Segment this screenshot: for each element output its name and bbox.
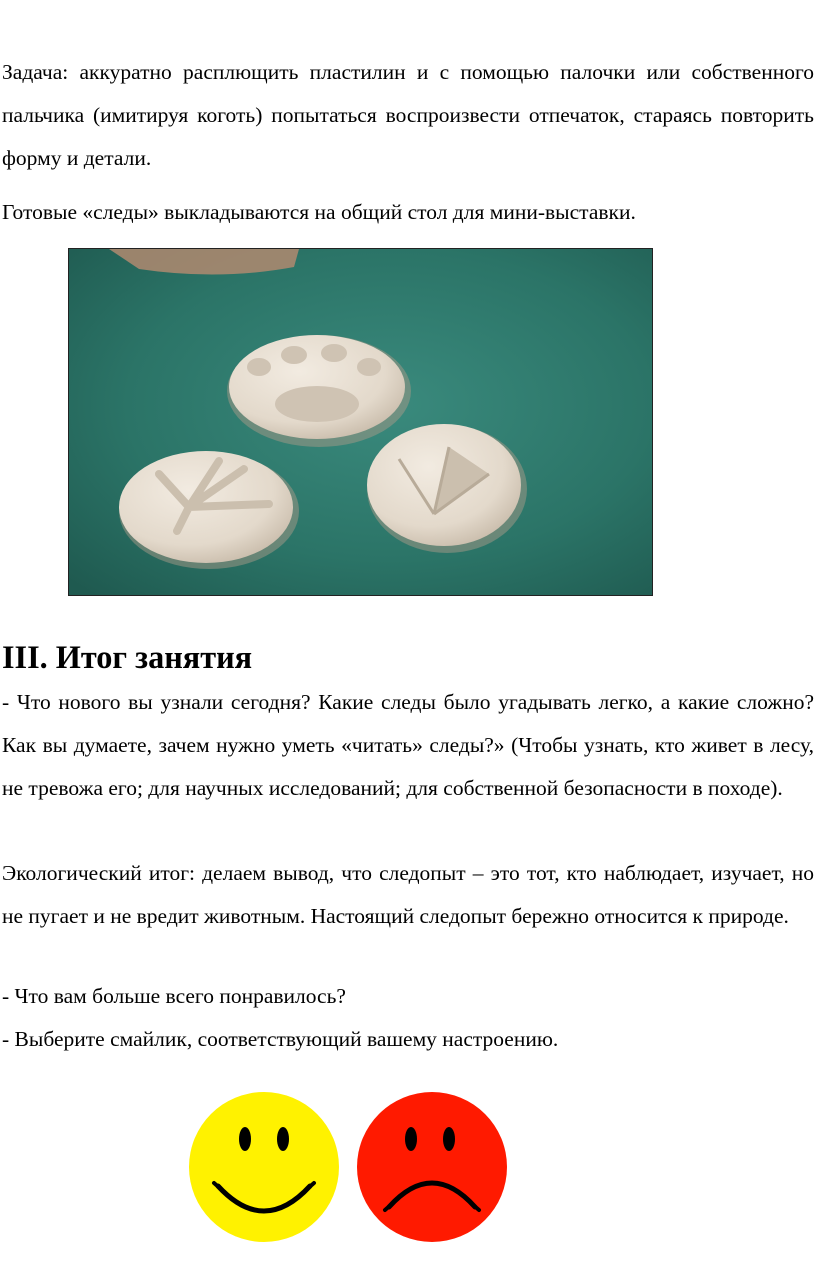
eco-conclusion-paragraph: Экологический итог: делаем вывод, что следопыт – это тот, кто наблюдает, изучает, но не пугает и не вредит животным. Настоящий следопыт бережно относится к природе. [2,861,814,928]
task-paragraph: Задача: аккуратно расплющить пластилин и с помощью палочки или собственного пальчика (имитируя коготь) попытаться воспроизвести отпечаток, стараясь повторить форму и детали. [2,60,814,170]
ready-paragraph: Готовые «следы» выкладываются на общий стол для мини-выставки. [2,200,636,224]
like-question: - Что вам больше всего понравилось? [2,984,346,1008]
question-paragraph: - Что нового вы узнали сегодня? Какие следы было угадывать легко, а какие сложно? Как вы думаете, зачем нужно уметь «читать» следы?» (Чтобы узнать, кто живет в лесу, не тревожа его; для научных исследований; для собственной безопасности в походе). [2,690,814,800]
clay-footprints-photo [68,248,653,596]
paw-print-disc [227,335,411,447]
webbed-print-disc [367,424,527,553]
choose-smiley-instruction: - Выберите смайлик, соответствующий вашему настроению. [2,1027,559,1051]
happy-smiley-icon[interactable] [188,1091,340,1243]
sad-smiley-icon[interactable] [356,1091,508,1243]
section-heading: III. Итог занятия [2,639,253,675]
